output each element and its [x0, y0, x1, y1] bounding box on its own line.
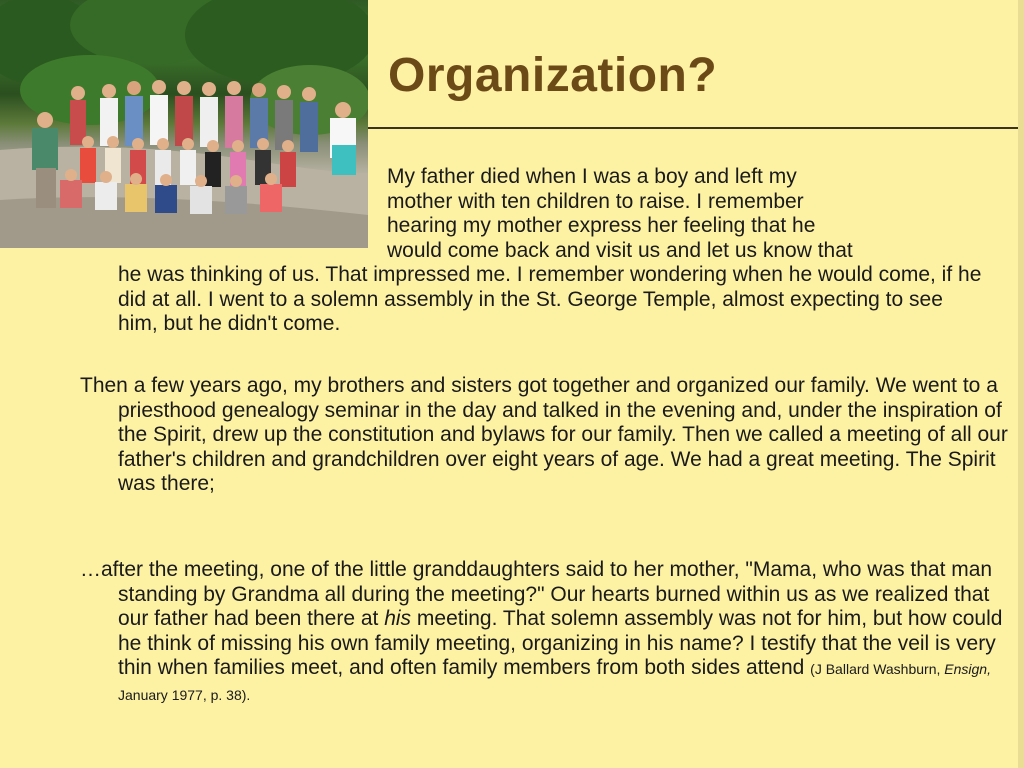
paragraph-2: Then a few years ago, my brothers and sisters got together and organized our family. We went to a priesthood genealogy seminar in the day and talked in the evening and, under the inspiration of the Spirit, drew up the constitution and bylaws for our family. Then we called a meeting of all our father's children and grandchildren over eight years of age. We had a great meeting. The Spirit was there; [80, 374, 1008, 496]
citation-source: Ensign, [944, 661, 991, 678]
family-group-photo [0, 0, 368, 248]
paragraph-1-line-3: hearing my mother express her feeling that he [387, 214, 816, 238]
paragraph-3-text-start: …after the meeting, one of the little granddaughters said to her mother, "Mama, who was that man standing by Grandma all during the meeting?" Our hearts burned within us as we realized that our father had been there at [80, 558, 993, 631]
family-photo-illustration [0, 0, 368, 248]
paragraph-1-line-1: My father died when I was a boy and left my [387, 165, 797, 188]
paragraph-3-text-end: meeting. That solemn assembly was not for him, but how could he think of missing his own family meeting, organizing in his name? I testify that the veil is very thin when families meet, and often family members from both sides attend [118, 607, 1003, 680]
paragraph-1-continuation: he was thinking of us. That impressed me. I remember wondering when he would come, if he did at all. I went to a solemn assembly in the St. George Temple, almost expecting to see him, but he didn't come. [118, 263, 982, 336]
slide-right-edge [1018, 0, 1024, 768]
paragraph-1-beside-photo [387, 165, 987, 263]
paragraph-1-line-4: would come back and visit us and let us know that [387, 238, 853, 262]
paragraph-1-line-2: mother with ten children to raise. I remember [387, 189, 804, 213]
citation-author: (J Ballard Washburn, [810, 661, 945, 678]
title-divider [368, 127, 1024, 129]
paragraph-3-italic-his: his [384, 607, 412, 631]
slide-title: Organization? [388, 49, 718, 102]
paragraph-3 [80, 558, 1018, 708]
citation-date: January 1977, p. 38). [118, 686, 251, 703]
